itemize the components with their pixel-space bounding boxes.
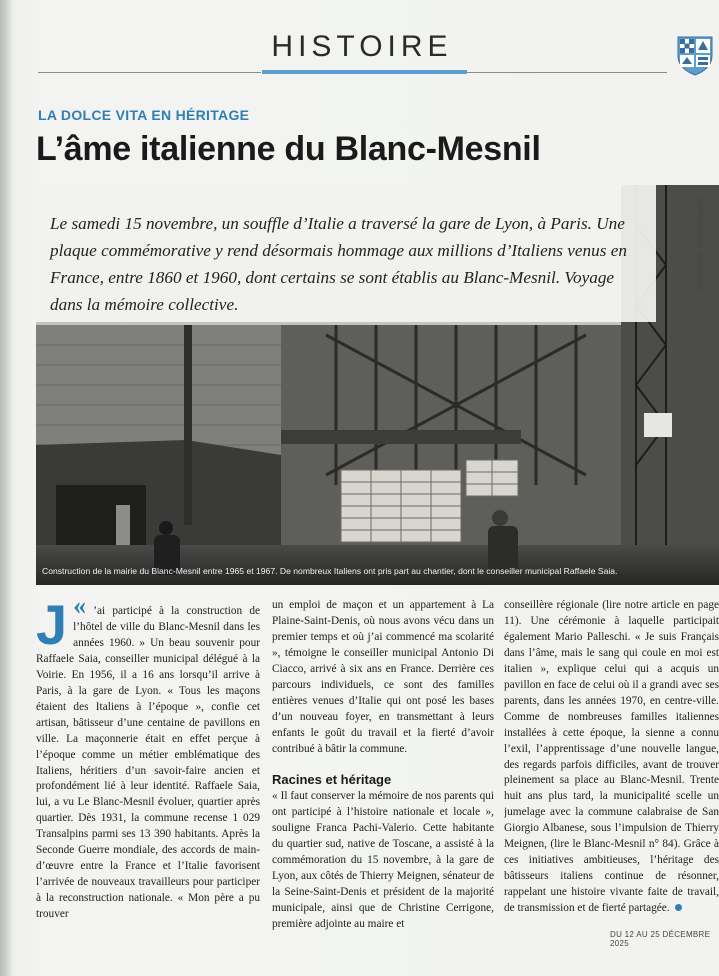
body-column-1 — [36, 591, 260, 923]
section-title: HISTOIRE — [271, 30, 453, 63]
photo-credit: ARCHIVES MUNICIPALES — [698, 196, 705, 291]
end-mark-icon — [675, 904, 682, 911]
column2-paragraph-2: « Il faut conserver la mémoire de nos parents qui ont participé à l’histoire nationale et locale », souligne Franca Pachi-Valerio. Cette habitante du quartier sud, native de Toscane, a assisté à la commémoration du 15 novembre, à la gare de Lyon, aux côtés de Thierry Meignen, sénateur de la Seine-Saint-Denis et président de la majorité municipale, ainsi que de Christine Cerrigone, première adjointe au maire et — [272, 790, 494, 931]
header-rule-right — [467, 72, 667, 73]
opening-quote-mark: « — [73, 591, 87, 620]
header-rule-accent — [262, 70, 467, 74]
header-rule-left — [38, 72, 261, 73]
body-column-3 — [504, 598, 719, 928]
subheading: Racines et héritage — [272, 771, 392, 787]
drop-cap: J — [36, 593, 68, 656]
article-kicker: LA DOLCE VITA EN HÉRITAGE — [38, 107, 250, 123]
article-lede: Le samedi 15 novembre, un souffle d’Italie a traversé la gare de Lyon, à Paris. Une plaque commémorative y rend désormais hommage aux millions d’Italiens venus en France, entre 1860 et 1960, dont certains se sont établis au Blanc-Mesnil. Voyage dans la mémoire collective. — [50, 214, 627, 314]
issue-date: DU 12 AU 25 DÉCEMBRE 2025 — [610, 930, 711, 948]
photo-caption: Construction de la mairie du Blanc-Mesnil entre 1965 et 1967. De nombreux Italiens ont pris part au chantier, dont le conseiller municipal Raffaele Saia. — [42, 566, 618, 576]
article-headline: L’âme italienne du Blanc-Mesnil — [36, 130, 541, 168]
city-crest-icon — [676, 34, 714, 76]
column3-paragraph: conseillère régionale (lire notre article en page 11). Une cérémonie à laquelle participait également Mario Palleschi. « Je suis Français dans l’âme, mais le sang qui coule en moi est italien », explique celui qui a acquis un pavillon en face de celui où il a grandi avec ses parents, dans les années 1970, en centre-ville. Comme de nombreuses familles italiennes installées à cette époque, la sienne a connu l’exil, l’apprentissage d’une nouvelle langue, des regards parfois difficiles, avant de trouver pleinement sa place au Blanc-Mesnil. Trente huit ans plus tard, la municipalité scelle un jumelage avec la commune calabraise de San Giorgio Albanese, sous l’impulsion de Thierry Meignen, (lire le Blanc-Mesnil n° 84). Grâce à ces initiatives ambitieuses, l’héritage des bâtisseurs italiens continue de résonner, rappelant une histoire vivante faite de travail, de transmission et de fierté partagée. — [504, 599, 719, 915]
column1-paragraph: ’ai participé à la construction de l’hôtel de ville du Blanc-Mesnil dans les années 1960. » Un beau souvenir pour Raffaele Saia, conseiller municipal délégué à la Voirie. En 1956, il a 16 ans lorsqu’il arrive à Paris, à la gare de Lyon. « Tous les maçons étaient des Italiens à l’époque », confie cet artisan, bâtisseur d’une centaine de pavillons en ville. La maçonnerie était en effet perçue à l’époque comme un métier emblématique des Italiens, héritiers d’un savoir-faire ancien et profondément lié à leur identité. Raffaele Saia, lui, a vu Le Blanc-Mesnil évoluer, quartier après quartier. Dès 1931, la commune recense 1 029 Transalpins parmi ses 13 390 habitants. Après la Seconde Guerre mondiale, des accords de main-d’œuvre entre la France et l’Italie favorisent l’arrivée de nouveaux travailleurs pour participer à la reconstruction nationale. « Mon père a pu trouver — [36, 605, 260, 921]
page-fold-shadow — [0, 0, 12, 976]
column2-paragraph-1: un emploi de maçon et un appartement à La Plaine-Saint-Denis, où nous avons vécu dans un premier temps et où j’ai commencé ma scolarité », témoigne le conseiller municipal Antonio Di Ciacco, arrivé à six ans en France. Derrière ces parcours individuels, ce sont des familles entières venues d’Italie qui ont posé les bases d’un nouveau foyer, en transmettant à leurs enfants le goût du travail et la fierté d’avoir contribué à bâtir la commune. — [272, 599, 494, 755]
body-column-2 — [272, 598, 494, 933]
